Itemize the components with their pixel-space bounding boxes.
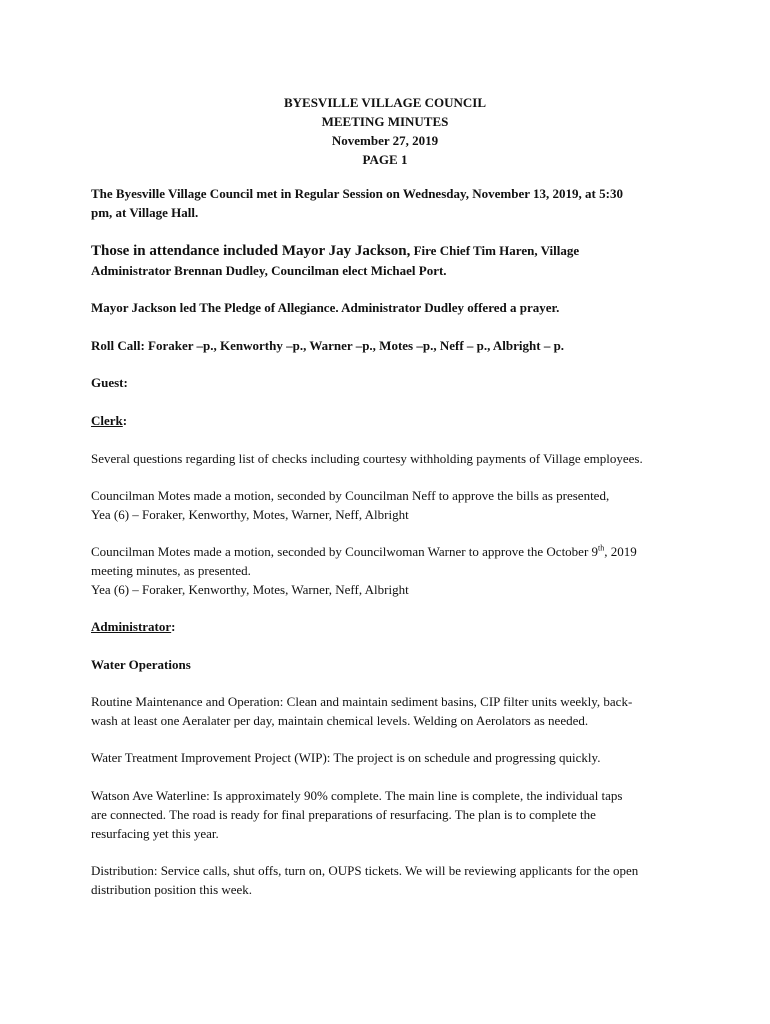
guest-label: Guest: — [91, 375, 128, 390]
attendance-lead: Those in attendance included Mayor Jay Jackson, — [91, 243, 411, 259]
pledge-text: Mayor Jackson led The Pledge of Allegiance. Administrator Dudley offered a prayer. — [91, 300, 560, 315]
routine-line-2: wash at least one Aeralater per day, maintain chemical levels. Welding on Aerolators as needed. — [91, 713, 589, 728]
clerk-heading-colon: : — [122, 413, 128, 428]
water-operations-heading: Water Operations — [91, 657, 191, 672]
document-title: MEETING MINUTES — [321, 114, 449, 129]
council-name: BYESVILLE VILLAGE COUNCIL — [283, 95, 487, 110]
intro-line-1: The Byesville Village Council met in Regular Session on Wednesday, November 13, 2019, at 5:30 — [91, 186, 623, 201]
motion-2-text-b: , 2019 — [604, 544, 637, 559]
roll-call-text: Roll Call: Foraker –p., Kenworthy –p., Warner –p., Motes –p., Neff – p., Albright – p. — [91, 338, 565, 353]
administrator-heading-colon: : — [171, 619, 176, 634]
document-date: November 27, 2019 — [331, 133, 439, 148]
administrator-heading-text: Administrator — [91, 619, 172, 634]
motion-1-vote: Yea (6) – Foraker, Kenworthy, Motes, Warner, Neff, Albright — [91, 507, 409, 522]
motion-2-line-1 — [91, 542, 691, 561]
distribution-line-2: distribution position this week. — [91, 882, 253, 897]
clerk-questions: Several questions regarding list of checks including courtesy withholding payments of Village employees. — [91, 451, 643, 466]
wip-text: Water Treatment Improvement Project (WIP): The project is on schedule and progressing quickly. — [91, 750, 601, 765]
clerk-heading — [91, 411, 691, 430]
watson-line-2: are connected. The road is ready for final preparations of resurfacing. The plan is to complete the — [91, 807, 596, 822]
document-header — [0, 93, 770, 169]
distribution-line-1: Distribution: Service calls, shut offs, turn on, OUPS tickets. We will be reviewing applicants for the open — [91, 863, 639, 878]
watson-line-3: resurfacing yet this year. — [91, 826, 219, 841]
attendance-line-2: Administrator Brennan Dudley, Councilman elect Michael Port. — [91, 263, 447, 278]
attendance-rest: Fire Chief Tim Haren, Village — [410, 243, 580, 258]
motion-2-line-2: meeting minutes, as presented. — [91, 563, 251, 578]
motion-2-text-a: Councilman Motes made a motion, seconded by Councilwoman Warner to approve the October 9 — [91, 544, 599, 559]
routine-line-1: Routine Maintenance and Operation: Clean and maintain sediment basins, CIP filter units weekly, back- — [91, 694, 633, 709]
intro-line-2: pm, at Village Hall. — [91, 205, 199, 220]
attendance-line-1 — [91, 241, 691, 261]
motion-2-vote: Yea (6) – Foraker, Kenworthy, Motes, Warner, Neff, Albright — [91, 582, 409, 597]
page-number: PAGE 1 — [362, 152, 408, 167]
clerk-heading-text: Clerk — [91, 413, 123, 428]
watson-line-1: Watson Ave Waterline: Is approximately 90% complete. The main line is complete, the individual taps — [91, 788, 623, 803]
motion-1-line-1: Councilman Motes made a motion, seconded by Councilman Neff to approve the bills as presented, — [91, 488, 610, 503]
administrator-heading — [91, 617, 691, 636]
motion-2-superscript: th — [598, 543, 605, 553]
